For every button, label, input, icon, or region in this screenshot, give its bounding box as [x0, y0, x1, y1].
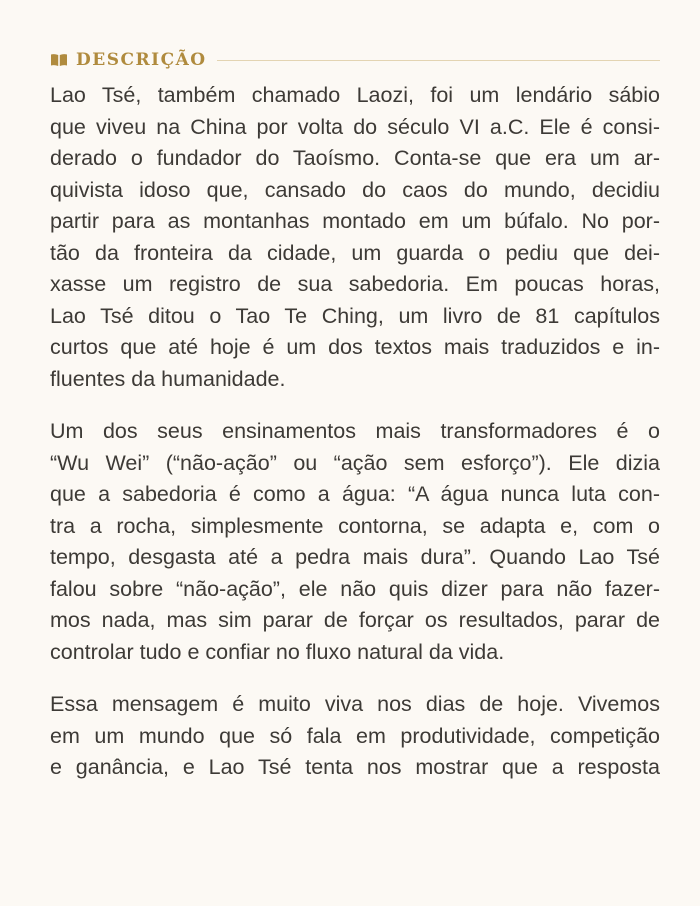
- paragraph-line: “Wu Wei” (“não-ação” ou “ação sem esforço”). Ele dizia: [50, 450, 660, 475]
- paragraph-line: quivista idoso que, cansado do caos do mundo, decidiu: [50, 177, 660, 202]
- description-section: [50, 46, 660, 805]
- paragraph-line: curtos que até hoje é um dos textos mais traduzidos e in-: [50, 335, 660, 359]
- book-icon: [50, 53, 68, 67]
- header-divider: [217, 60, 660, 61]
- paragraph-line: tra a rocha, simplesmente contorna, se adapta e, com o: [50, 513, 660, 538]
- paragraph-line: controlar tudo e confiar no fluxo natural da vida.: [50, 639, 505, 664]
- paragraph-line: fluentes da humanidade.: [50, 366, 286, 391]
- paragraph-line: derado o fundador do Taoísmo. Conta-se que era um ar-: [50, 146, 660, 170]
- paragraph-line: falou sobre “não-ação”, ele não quis dizer para não fazer-: [50, 576, 660, 601]
- paragraph-line: em um mundo que só fala em produtividade, competição: [50, 723, 660, 748]
- paragraph-line: tão da fronteira da cidade, um guarda o pediu que dei-: [50, 240, 660, 265]
- paragraph: [50, 416, 660, 668]
- paragraph-line: xasse um registro de sua sabedoria. Em poucas horas,: [50, 272, 660, 296]
- paragraph-line: Lao Tsé ditou o Tao Te Ching, um livro de 81 capítulos: [50, 303, 660, 328]
- paragraph-line: Lao Tsé, também chamado Laozi, foi um lendário sábio: [50, 83, 660, 107]
- paragraph-line: tempo, desgasta até a pedra mais dura”. Quando Lao Tsé: [50, 545, 660, 569]
- paragraph-line: Um dos seus ensinamentos mais transformadores é o: [50, 419, 660, 443]
- section-header: [50, 46, 660, 74]
- description-body: [50, 80, 660, 784]
- section-title: DESCRIÇÃO: [76, 50, 207, 70]
- paragraph-line: que a sabedoria é como a água: “A água nunca luta con-: [50, 482, 660, 506]
- paragraph-line: Essa mensagem é muito viva nos dias de hoje. Vivemos: [50, 692, 660, 716]
- paragraph-line: mos nada, mas sim parar de forçar os resultados, parar de: [50, 608, 660, 632]
- paragraph-line: partir para as montanhas montado em um búfalo. No por-: [50, 209, 660, 233]
- paragraph: [50, 689, 660, 784]
- paragraph: [50, 80, 660, 395]
- paragraph-line: e ganância, e Lao Tsé tenta nos mostrar que a resposta: [50, 755, 660, 779]
- paragraph-line: que viveu na China por volta do século VI a.C. Ele é consi-: [50, 114, 660, 139]
